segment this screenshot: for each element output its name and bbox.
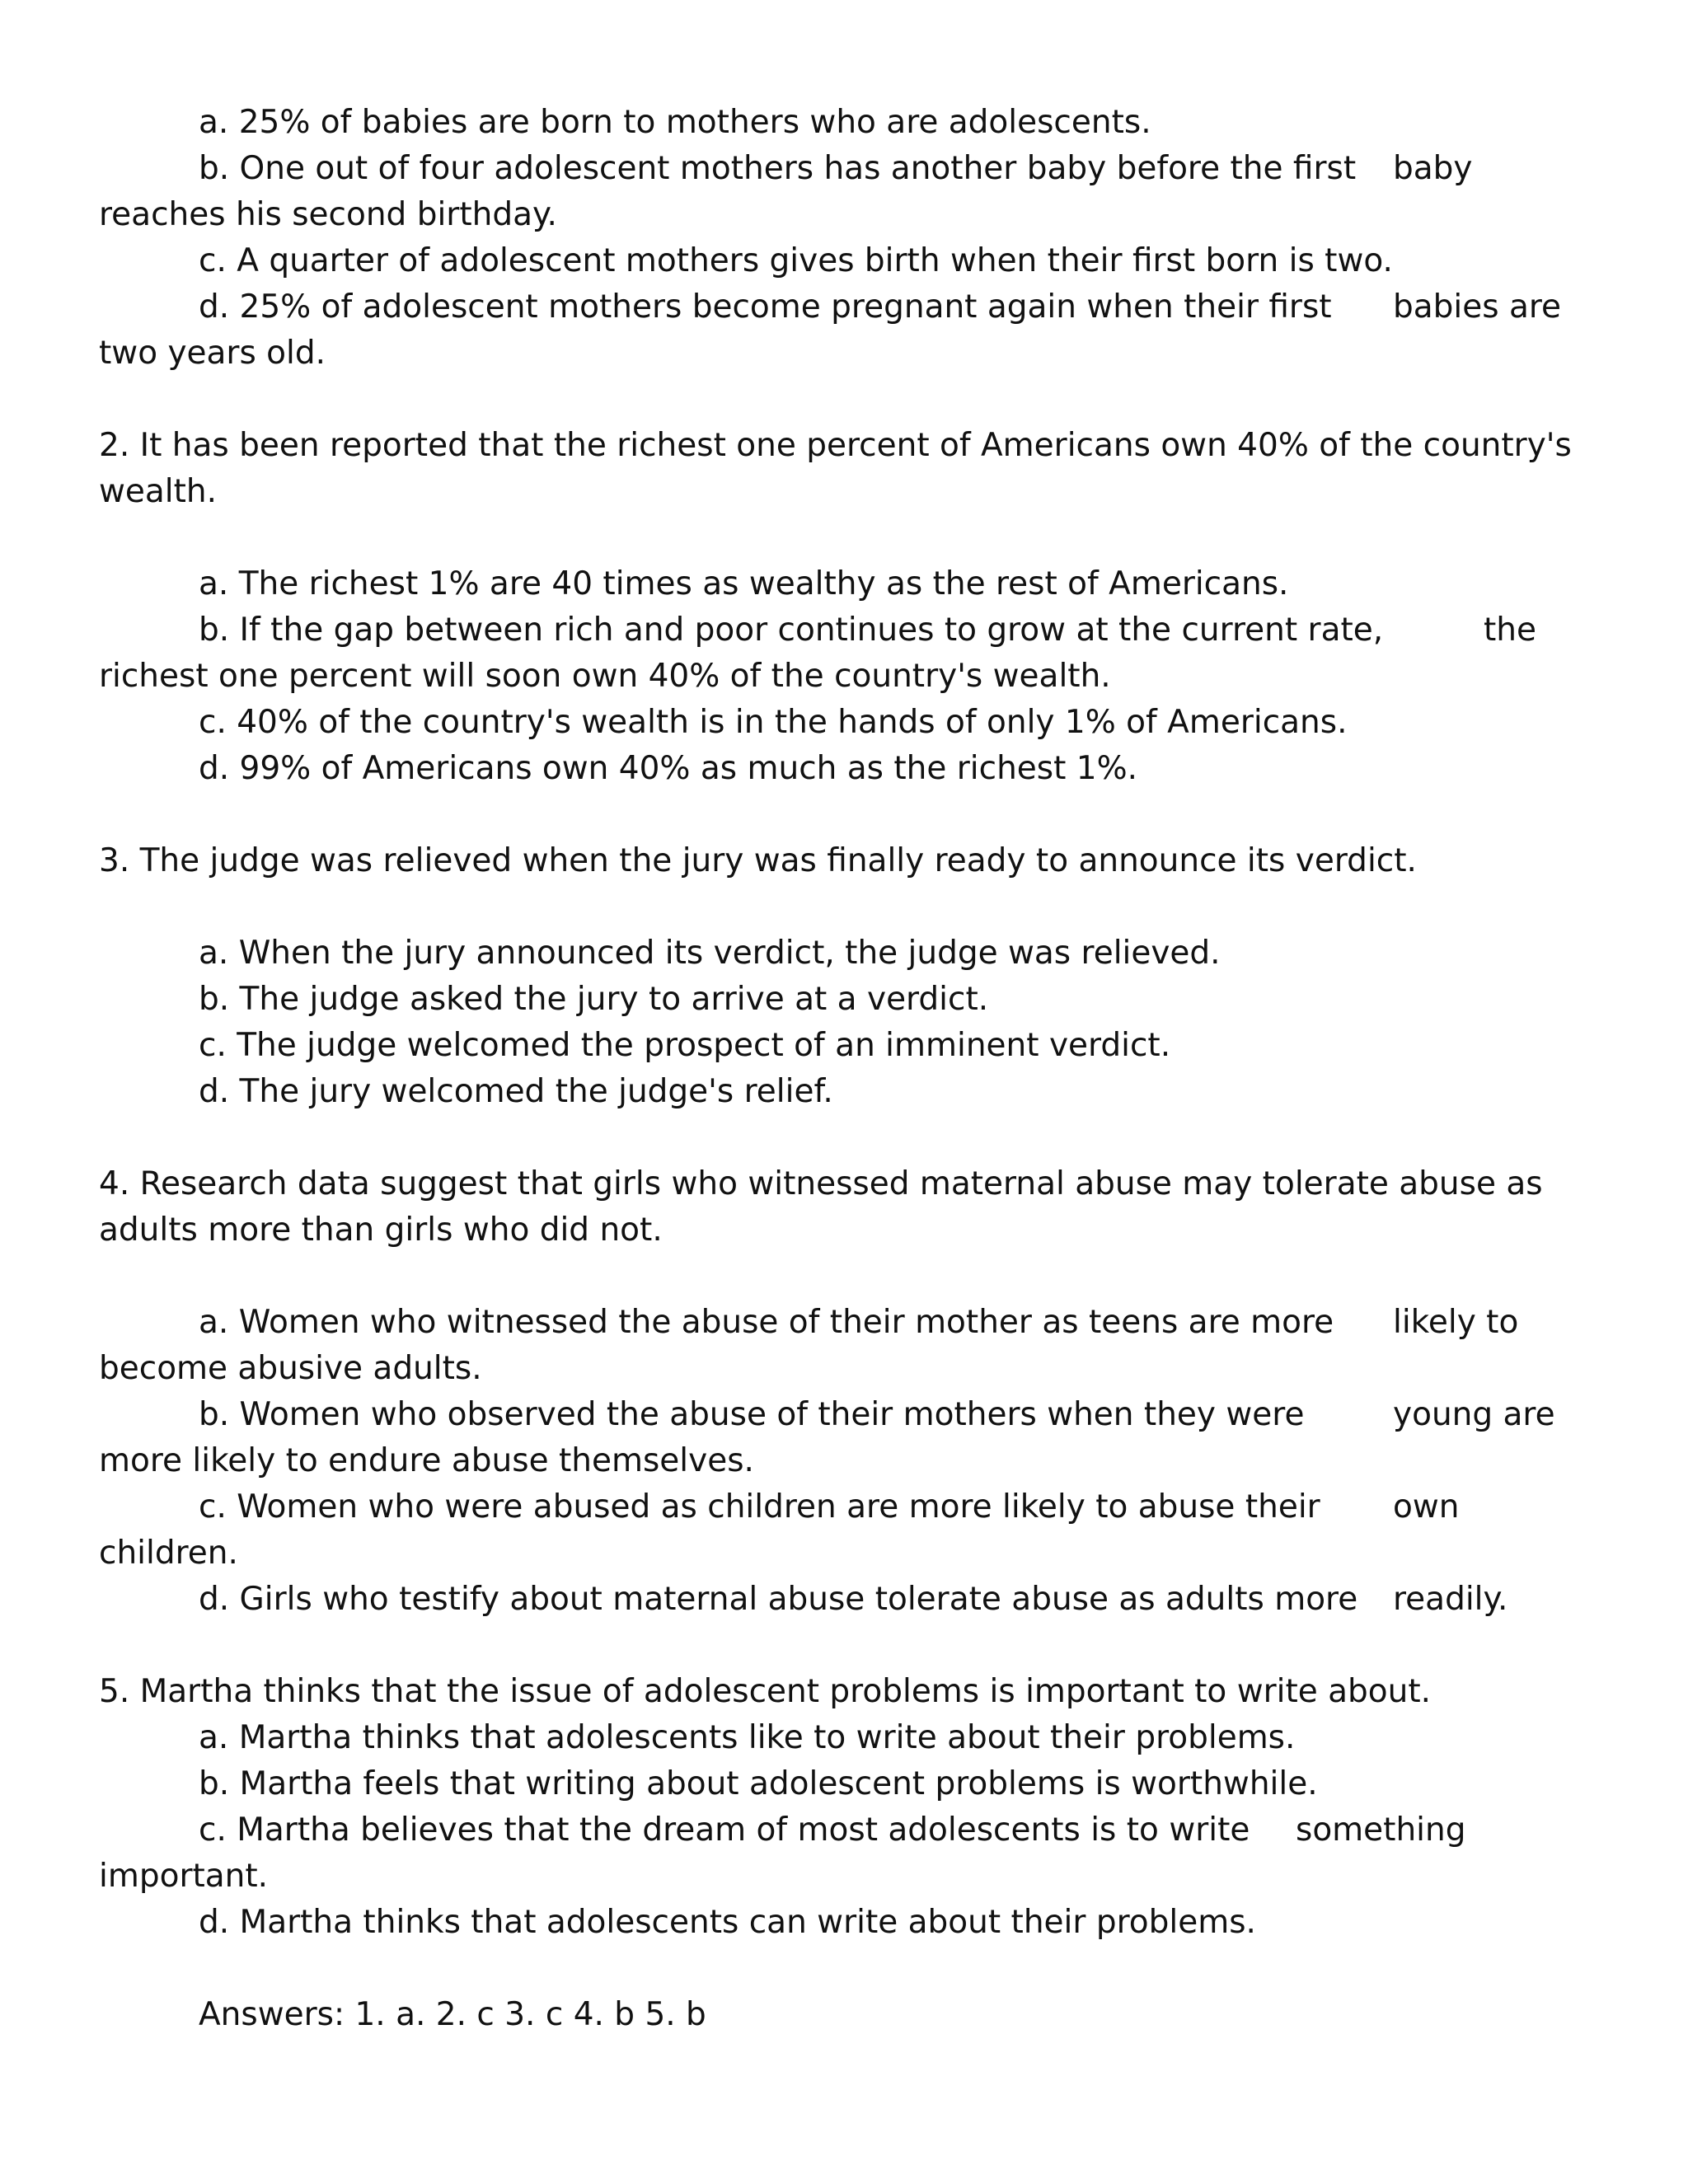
q1-option-a: a. 25% of babies are born to mothers who are adolescents.	[199, 104, 1151, 141]
q3-option-a: a. When the jury announced its verdict, the judge was relieved.	[199, 935, 1221, 972]
q1-option-c: c. A quarter of adolescent mothers gives birth when their first born is two.	[199, 242, 1393, 279]
q2-option-b-continued: the	[1484, 612, 1537, 649]
q4-option-b-wrap: more likely to endure abuse themselves.	[99, 1442, 754, 1479]
q5-option-b: b. Martha feels that writing about adolescent problems is worthwhile.	[199, 1765, 1318, 1802]
q5-option-c-wrap: important.	[99, 1858, 269, 1895]
q4-option-a-wrap: become abusive adults.	[99, 1350, 482, 1387]
q2-option-d: d. 99% of Americans own 40% as much as the richest 1%.	[199, 750, 1138, 787]
q2-stem: 2. It has been reported that the richest one percent of Americans own 40% of the country's	[99, 427, 1572, 464]
q1-option-d-wrap: two years old.	[99, 335, 326, 372]
q4-stem-wrap: adults more than girls who did not.	[99, 1212, 663, 1249]
q4-option-c-wrap: children.	[99, 1535, 238, 1572]
q2-option-c: c. 40% of the country's wealth is in the hands of only 1% of Americans.	[199, 704, 1348, 741]
q1-option-d-continued: babies are	[1393, 288, 1562, 326]
q1-option-d: d. 25% of adolescent mothers become pregnant again when their first	[199, 288, 1332, 326]
q1-option-b: b. One out of four adolescent mothers has another baby before the first	[199, 150, 1357, 187]
q4-option-a-continued: likely to	[1393, 1304, 1519, 1341]
q4-option-d-continued: readily.	[1393, 1581, 1508, 1618]
answer-key: Answers: 1. a. 2. c 3. c 4. b 5. b	[199, 1996, 706, 2033]
q4-option-b-continued: young are	[1393, 1396, 1555, 1433]
q3-stem: 3. The judge was relieved when the jury was finally ready to announce its verdict.	[99, 842, 1417, 879]
q3-option-b: b. The judge asked the jury to arrive at a verdict.	[199, 981, 989, 1018]
q4-stem: 4. Research data suggest that girls who witnessed maternal abuse may tolerate abuse as	[99, 1165, 1543, 1202]
q2-option-b-wrap: richest one percent will soon own 40% of the country's wealth.	[99, 658, 1111, 695]
q5-option-d: d. Martha thinks that adolescents can write about their problems.	[199, 1904, 1256, 1941]
q5-option-c: c. Martha believes that the dream of most adolescents is to write	[199, 1811, 1250, 1849]
q4-option-d: d. Girls who testify about maternal abuse tolerate abuse as adults more	[199, 1581, 1358, 1618]
q5-stem: 5. Martha thinks that the issue of adolescent problems is important to write about.	[99, 1673, 1432, 1710]
q3-option-c: c. The judge welcomed the prospect of an imminent verdict.	[199, 1027, 1171, 1064]
q4-option-c: c. Women who were abused as children are more likely to abuse their	[199, 1488, 1320, 1526]
q4-option-b: b. Women who observed the abuse of their mothers when they were	[199, 1396, 1305, 1433]
q5-option-c-continued: something	[1296, 1811, 1466, 1849]
q2-option-b: b. If the gap between rich and poor continues to grow at the current rate,	[199, 612, 1384, 649]
q4-option-c-continued: own	[1393, 1488, 1460, 1526]
q1-option-b-wrap: reaches his second birthday.	[99, 196, 557, 233]
q2-option-a: a. The richest 1% are 40 times as wealthy as the rest of Americans.	[199, 565, 1289, 602]
q2-stem-wrap: wealth.	[99, 473, 218, 510]
q1-option-b-continued: baby	[1393, 150, 1473, 187]
q5-option-a: a. Martha thinks that adolescents like to write about their problems.	[199, 1719, 1296, 1756]
q4-option-a: a. Women who witnessed the abuse of their mother as teens are more	[199, 1304, 1334, 1341]
q3-option-d: d. The jury welcomed the judge's relief.	[199, 1073, 833, 1110]
